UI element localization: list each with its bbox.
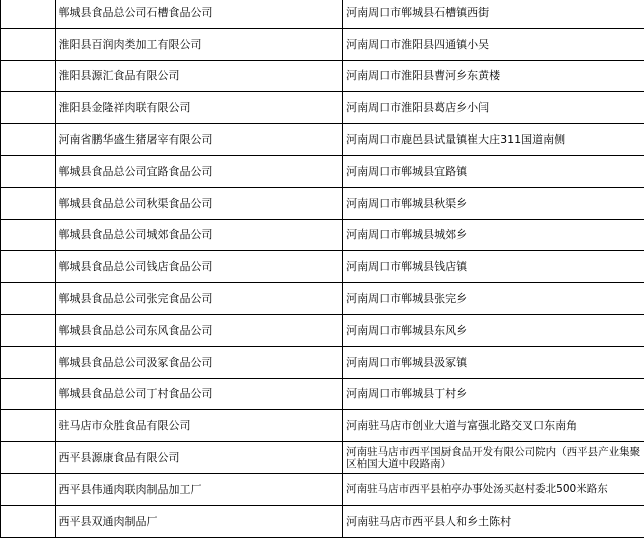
address-cell: 河南驻马店市创业大道与富强北路交叉口东南角 [343, 410, 644, 442]
index-cell [1, 124, 56, 156]
table-row [1, 187, 644, 219]
index-cell [1, 187, 56, 219]
index-cell [1, 92, 56, 124]
index-cell [1, 60, 56, 92]
table-row [1, 346, 644, 378]
address-cell: 河南周口市郸城县秋渠乡 [343, 187, 644, 219]
address-cell: 河南周口市淮阳县曹河乡东黄楼 [343, 60, 644, 92]
table-row [1, 314, 644, 346]
address-cell: 河南周口市鹿邑县试量镇崔大庄311国道南侧 [343, 124, 644, 156]
index-cell [1, 346, 56, 378]
company-cell: 西平县伟通肉联肉制品加工厂 [55, 473, 343, 505]
index-cell [1, 505, 56, 537]
index-cell [1, 410, 56, 442]
index-cell [1, 28, 56, 60]
index-cell [1, 0, 56, 28]
company-cell: 驻马店市众胜食品有限公司 [55, 410, 343, 442]
company-cell: 河南省鹏华盛生猪屠宰有限公司 [55, 124, 343, 156]
company-cell: 淮阳县金隆祥肉联有限公司 [55, 92, 343, 124]
company-cell: 郸城县食品总公司宜路食品公司 [55, 155, 343, 187]
company-cell: 西平县源康食品有限公司 [55, 442, 343, 474]
company-cell: 郸城县食品总公司丁村食品公司 [55, 378, 343, 410]
index-cell [1, 283, 56, 315]
table-row [1, 219, 644, 251]
company-cell: 郸城县食品总公司东风食品公司 [55, 314, 343, 346]
index-cell [1, 219, 56, 251]
company-cell: 郸城县食品总公司钱店食品公司 [55, 251, 343, 283]
table-row [1, 155, 644, 187]
table-row [1, 473, 644, 505]
table-row [1, 124, 644, 156]
company-cell: 郸城县食品总公司石槽食品公司 [55, 0, 343, 28]
table-row [1, 283, 644, 315]
address-cell: 河南周口市淮阳县四通镇小吴 [343, 28, 644, 60]
address-cell: 河南周口市郸城县石槽镇西街 [343, 0, 644, 28]
table-row [1, 410, 644, 442]
table-row [1, 0, 644, 28]
company-cell: 西平县双通肉制品厂 [55, 505, 343, 537]
company-cell: 淮阳县百润肉类加工有限公司 [55, 28, 343, 60]
table-row [1, 28, 644, 60]
address-cell: 河南周口市郸城县汲冢镇 [343, 346, 644, 378]
address-cell: 河南周口市淮阳县葛店乡小闫 [343, 92, 644, 124]
table-row [1, 442, 644, 474]
index-cell [1, 155, 56, 187]
address-cell: 河南周口市郸城县城郊乡 [343, 219, 644, 251]
table-row [1, 505, 644, 537]
company-cell: 郸城县食品总公司城郊食品公司 [55, 219, 343, 251]
index-cell [1, 378, 56, 410]
address-cell: 河南驻马店市西平县人和乡土陈村 [343, 505, 644, 537]
address-cell: 河南驻马店市西平县柏亭办事处汤买赵村委北500米路东 [343, 473, 644, 505]
address-cell: 河南周口市郸城县丁村乡 [343, 378, 644, 410]
address-cell: 河南周口市郸城县东风乡 [343, 314, 644, 346]
address-cell: 河南驻马店市西平国厨食品开发有限公司院内（西平县产业集聚区柏国大道中段路南） [343, 442, 644, 474]
company-cell: 郸城县食品总公司汲冢食品公司 [55, 346, 343, 378]
address-cell: 河南周口市郸城县宜路镇 [343, 155, 644, 187]
table-row [1, 251, 644, 283]
index-cell [1, 442, 56, 474]
company-cell: 郸城县食品总公司秋渠食品公司 [55, 187, 343, 219]
address-cell: 河南周口市郸城县钱店镇 [343, 251, 644, 283]
index-cell [1, 314, 56, 346]
table-row [1, 92, 644, 124]
address-cell: 河南周口市郸城县张完乡 [343, 283, 644, 315]
company-cell: 淮阳县源汇食品有限公司 [55, 60, 343, 92]
index-cell [1, 251, 56, 283]
table-row [1, 378, 644, 410]
company-cell: 郸城县食品总公司张完食品公司 [55, 283, 343, 315]
table-row [1, 60, 644, 92]
index-cell [1, 473, 56, 505]
